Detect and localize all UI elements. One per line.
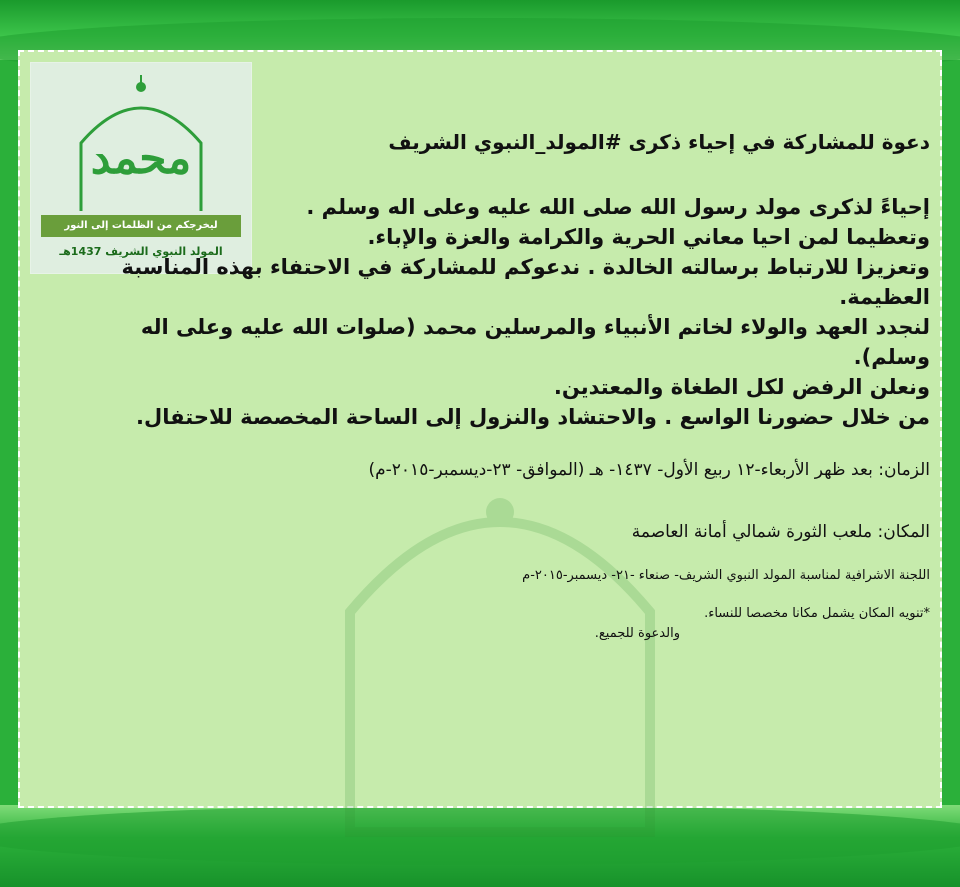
body-line: وتعزيزا للارتباط برسالته الخالدة . ندعوكم للمشاركة في الاحتفاء بهذه المناسبة العظيمة.	[121, 255, 930, 309]
body-line: ونعلن الرفض لكل الطغاة والمعتدين.	[553, 375, 930, 399]
note-text: *تنويه المكان يشمل مكانا مخصصا للنساء.	[704, 606, 930, 621]
invitation-content	[110, 130, 930, 644]
closing-text: والدعوة للجميع.	[594, 626, 680, 641]
logo-subtitle: المولد النبوي الشريف 1437هـ	[59, 245, 223, 258]
logo-banner: ليخرجكم من الظلمات إلى النور	[41, 215, 241, 237]
logo-calligraphy: محمد	[90, 133, 192, 184]
body-line: إحياءً لذكرى مولد رسول الله صلى الله عليه وعلى اله وسلم .	[306, 195, 930, 219]
committee-signature: اللجنة الاشرافية لمناسبة المولد النبوي الشريف- صنعاء -٢١- ديسمبر-٢٠١٥-م	[522, 568, 930, 583]
body-line: من خلال حضورنا الواسع . والاحتشاد والنزول إلى الساحة المخصصة للاحتفال.	[136, 405, 930, 429]
body-line: وتعظيما لمن احيا معاني الحرية والكرامة والعزة والإباء.	[367, 225, 930, 249]
time-info: الزمان: بعد ظهر الأربعاء-١٢ ربيع الأول- ١٤٣٧- هـ (الموافق- ٢٣-ديسمبر-٢٠١٥-م)	[368, 460, 930, 480]
invitation-title: دعوة للمشاركة في إحياء ذكرى #المولد_النبوي الشريف	[388, 130, 930, 154]
place-info: المكان: ملعب الثورة شمالي أمانة العاصمة	[631, 522, 930, 542]
body-line: لنجدد العهد والولاء لخاتم الأنبياء والمرسلين محمد (صلوات الله عليه وعلى اله وسلم).	[140, 315, 930, 369]
